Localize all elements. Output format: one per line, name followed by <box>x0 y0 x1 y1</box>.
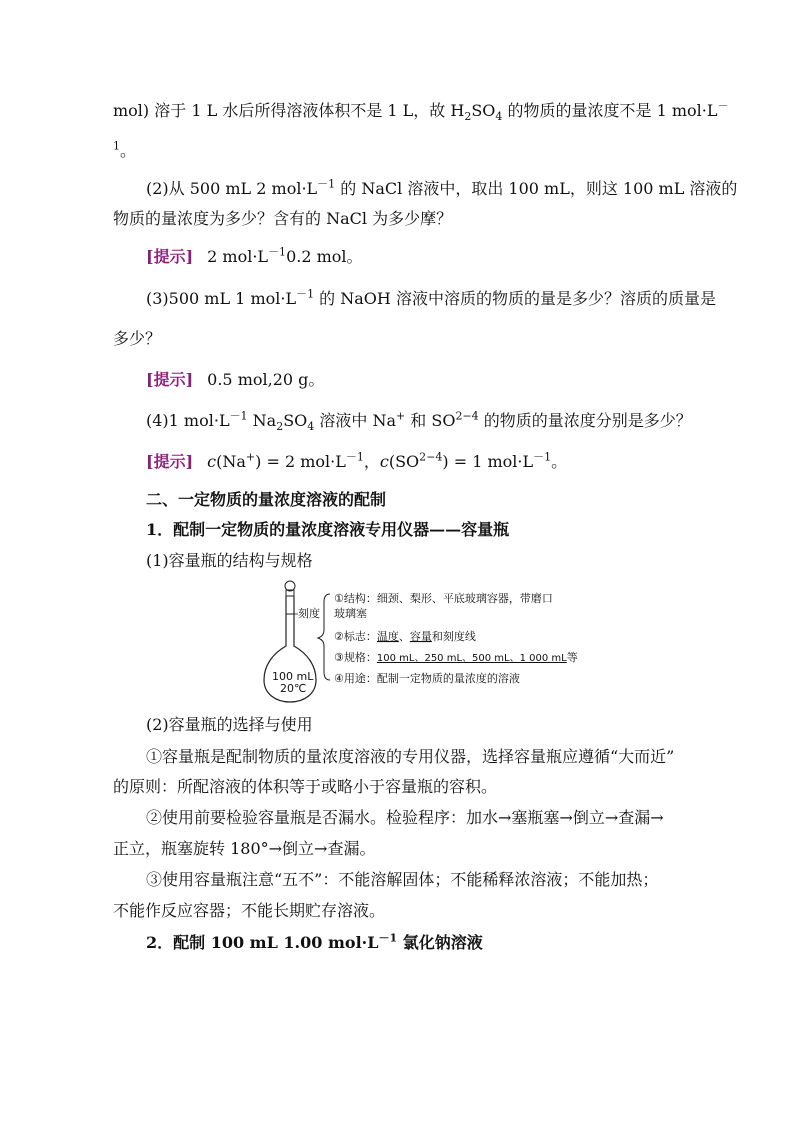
text: 0.5 mol,20 g。 <box>207 370 325 389</box>
text: 0.2 mol。 <box>286 247 363 266</box>
text: (2)从 500 mL 2 mol·L <box>146 179 318 198</box>
text: 和刻度线 <box>431 630 476 643</box>
text: 温度 <box>376 630 399 643</box>
text: 溶液中 Na <box>314 411 396 430</box>
text: ) = 2 mol·L <box>255 452 346 471</box>
continuation-line-1 <box>113 100 729 122</box>
question-3-hint <box>146 369 324 391</box>
volumetric-flask-figure <box>258 580 588 705</box>
text: 的物质的量浓度分别是多少？ <box>478 411 692 430</box>
superscript: + <box>395 409 406 423</box>
paragraph-1-line-2: 的原则：所配溶液的体积等于或略小于容量瓶的容积。 <box>113 777 498 796</box>
figure-item-4: ④用途：配制一定物质的量浓度的溶液 <box>334 672 520 685</box>
continuation-line-2 <box>113 140 136 162</box>
superscript: － <box>717 99 729 113</box>
superscript: －1 <box>345 450 364 464</box>
text: 。 <box>551 452 568 471</box>
subscript: 4 <box>307 420 315 434</box>
text: 100 mL、250 mL、500 mL、1 000 mL <box>376 653 567 664</box>
subsection-1-title: 1．配制一定物质的量浓度溶液专用仪器——容量瓶 <box>146 520 510 539</box>
paragraph-3-line-1: ③使用容量瓶注意“五不”：不能溶解固体；不能稀释浓溶液；不能加热； <box>146 870 659 889</box>
text: (4)1 mol·L <box>146 411 230 430</box>
subscript: 4 <box>495 110 503 124</box>
text: ③规格： <box>334 651 377 664</box>
subsection-1-1-title: (1)容量瓶的结构与规格 <box>146 551 313 570</box>
superscript: －1 <box>378 931 398 945</box>
superscript: 1 <box>113 139 120 153</box>
section-title: 二、一定物质的量浓度溶液的配制 <box>146 490 387 509</box>
figure-item-1-line-1: ①结构：细颈、梨形、平底玻璃容器，带磨口 <box>334 592 553 605</box>
paragraph-2-line-1: ②使用前要检验容量瓶是否漏水。检验程序：加水→塞瓶塞→倒立→查漏→ <box>146 808 664 827</box>
paragraph-3-line-2: 不能作反应容器；不能长期贮存溶液。 <box>113 901 386 920</box>
text: c <box>379 452 389 471</box>
text: 氯化钠溶液 <box>397 933 483 952</box>
flask-volume-label: 100 mL <box>272 670 314 683</box>
text: SO <box>471 101 496 120</box>
mark-label: 刻度 <box>298 607 320 620</box>
figure-item-2 <box>334 629 476 643</box>
text: 、 <box>398 630 410 643</box>
text: ②标志： <box>334 630 377 643</box>
text: 的 NaCl 溶液中，取出 100 mL，则这 100 mL 溶液的 <box>335 179 738 198</box>
text: 的物质的量浓度不是 1 mol·L <box>502 101 718 120</box>
text: 。 <box>120 141 137 160</box>
subscript: 2 <box>276 420 284 434</box>
question-2-hint <box>146 246 363 268</box>
question-4-hint <box>146 451 567 473</box>
superscript: －1 <box>533 450 552 464</box>
superscript: －1 <box>317 177 336 191</box>
paragraph-1-line-1: ①容量瓶是配制物质的量浓度溶液的专用仪器，选择容量瓶应遵循“大而近” <box>146 747 675 766</box>
text: 等 <box>566 651 578 664</box>
hint-label: [提示] <box>146 370 194 389</box>
text: 的 NaOH 溶液中溶质的物质的量是多少？溶质的质量是 <box>314 289 716 308</box>
superscript: 2−4 <box>455 409 479 423</box>
text: (Na <box>216 452 246 471</box>
figure-item-1-line-2: 玻璃塞 <box>334 607 367 620</box>
subsection-1-2-title: (2)容量瓶的选择与使用 <box>146 715 313 734</box>
superscript: + <box>245 450 256 464</box>
text: SO <box>283 411 308 430</box>
hint-label: [提示] <box>146 247 194 266</box>
text: ) = 1 mol·L <box>442 452 534 471</box>
flask-temp-label: 20℃ <box>280 682 307 695</box>
hint-label: [提示] <box>146 452 194 471</box>
text: (3)500 mL 1 mol·L <box>146 289 297 308</box>
superscript: 2−4 <box>419 450 443 464</box>
text: 2 mol·L <box>207 247 269 266</box>
text: 容量 <box>409 630 432 643</box>
subsection-2-title <box>146 932 483 954</box>
paragraph-2-line-2: 正立，瓶塞旋转 180°→倒立→查漏。 <box>113 839 376 858</box>
superscript: －1 <box>268 245 287 259</box>
text: ， <box>363 452 380 471</box>
text: 和 SO <box>405 411 456 430</box>
figure-item-3 <box>334 650 578 664</box>
question-2-line-2: 物质的量浓度为多少？含有的 NaCl 为多少摩？ <box>113 209 453 228</box>
text: (SO <box>388 452 420 471</box>
text: mol) 溶于 1 L 水后所得溶液体积不是 1 L，故 H <box>113 101 465 120</box>
text: Na <box>247 411 277 430</box>
question-3-line-1 <box>146 288 716 310</box>
question-3-line-2: 多少？ <box>113 329 162 348</box>
superscript: －1 <box>296 287 315 301</box>
subscript: 2 <box>464 110 472 124</box>
text: c <box>207 452 217 471</box>
question-4-line-1 <box>146 410 692 432</box>
superscript: －1 <box>229 409 248 423</box>
text: 2．配制 100 mL 1.00 mol·L <box>146 933 379 952</box>
question-2-line-1 <box>146 178 737 200</box>
